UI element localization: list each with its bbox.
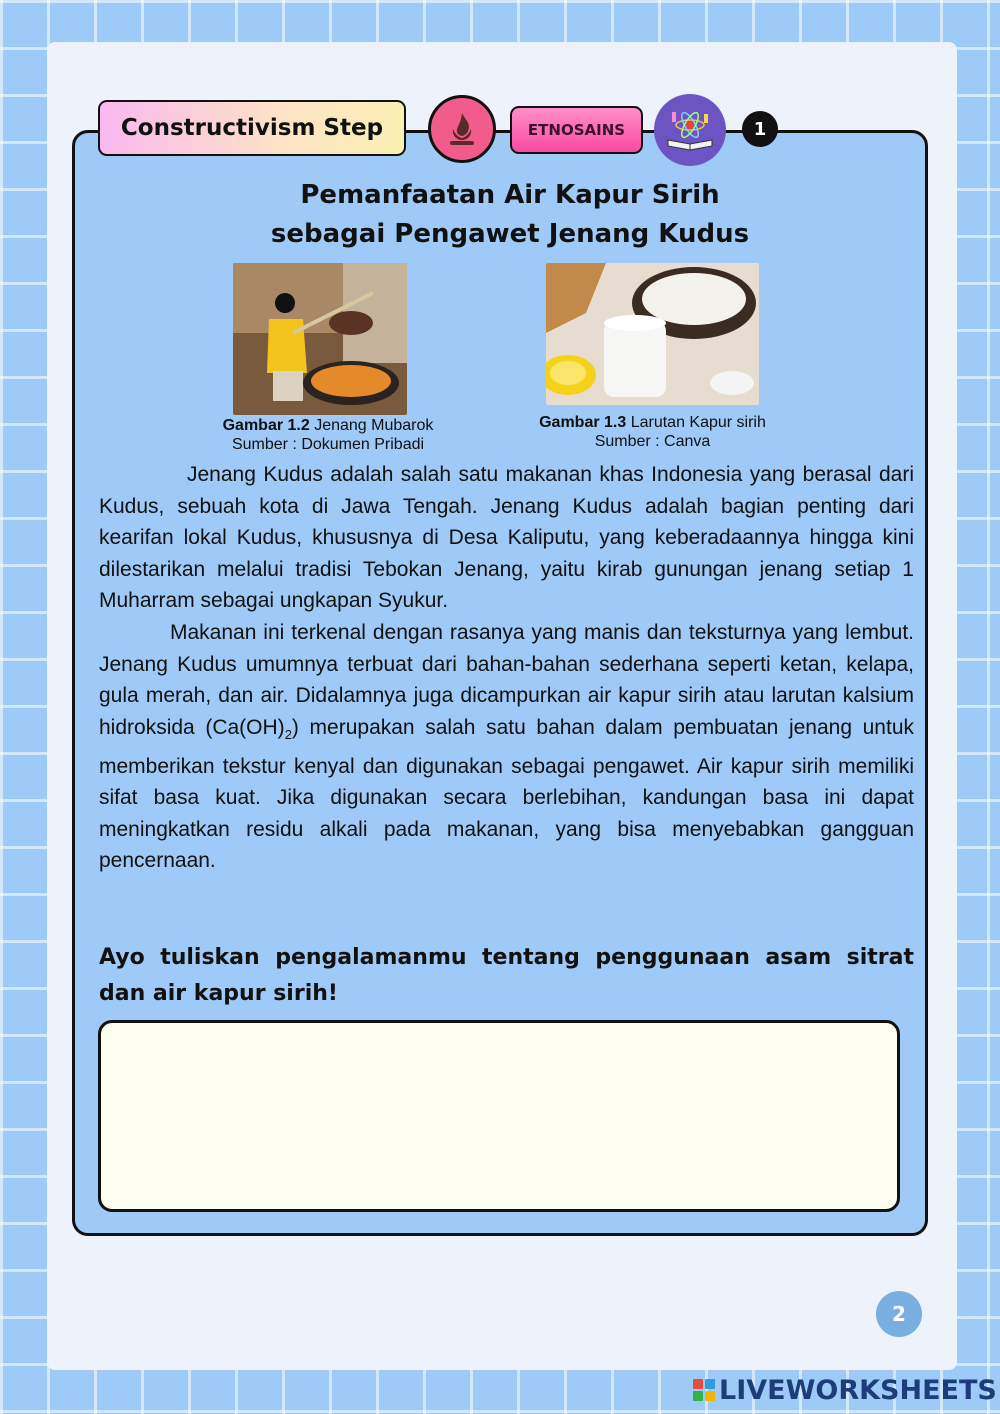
paragraph-2-part-b: ) merupakan salah satu bahan dalam pembuatan jenang untuk memberikan tekstur kenyal dan digunakan sebagai pengawet. Air kapur sirih memiliki sifat basa kuat. Jika digunakan secara berlebihan, kandungan basa ini dapat meningkatkan residu alkali pada makanan, yang bisa menyebabkan gangguan pencernaan.: [99, 715, 915, 873]
figure-1-2-caption: [180, 416, 476, 454]
title-line-2: sebagai Pengawet Jenang Kudus: [270, 219, 750, 249]
paragraph-1: Jenang Kudus adalah salah satu makanan khas Indonesia yang berasal dari Kudus, sebuah kota di Jawa Tengah. Jenang Kudus adalah bagian penting dari kearifan lokal Kudus, khususnya di Desa Kaliputu, yang keberadaannya hingga kini dilestarikan melalui tradisi Tebokan Jenang, yaitu kirab gunungan jenang setiap 1 Muharram sebagai ungkapan Syukur.: [99, 463, 914, 613]
step-number-badge: 1: [742, 111, 778, 147]
science-book-icon: [654, 94, 726, 166]
reading-text: [99, 459, 914, 877]
paragraph-2: [99, 617, 914, 877]
title-line-1: Pemanfaatan Air Kapur Sirih: [300, 180, 720, 210]
brand-text: LIVEWORKSHEETS: [719, 1374, 997, 1406]
etnosains-label: ETNOSAINS: [510, 106, 643, 154]
figure-label: Gambar 1.2: [222, 417, 310, 434]
liveworksheets-brand: [693, 1372, 997, 1408]
answer-textarea[interactable]: [98, 1020, 900, 1212]
page-number: 2: [876, 1291, 922, 1337]
figure-label: Gambar 1.3: [539, 414, 627, 431]
figure-source: Sumber : Dokumen Pribadi: [231, 436, 425, 453]
subscript-2: 2: [284, 726, 292, 742]
question-prompt: Ayo tuliskan pengalamanmu tentang penggunaan asam sitrat dan air kapur sirih!: [99, 945, 914, 1006]
liveworksheets-logo-icon: [693, 1379, 715, 1401]
flame-icon: [428, 95, 496, 163]
figure-1-3-caption: [500, 413, 805, 451]
kapur-sirih-photo: [546, 263, 759, 405]
figure-caption-text: Jenang Mubarok: [309, 417, 434, 434]
paragraph-2-part-a: Makanan ini terkenal dengan rasanya yang manis dan teksturnya yang lembut. Jenang Kudus umumnya terbuat dari bahan-bahan sederhana seperti ketan, kelapa, gula merah, dan air. Didalamnya juga dicampurkan air kapur sirih atau larutan kalsium hidroksida (Ca(OH): [99, 620, 914, 739]
figure-source: Sumber : Canva: [594, 433, 711, 450]
constructivism-step-label: Constructivism Step: [98, 100, 406, 156]
jenang-mubarok-photo: [233, 263, 407, 415]
figure-caption-text: Larutan Kapur sirih: [626, 414, 766, 431]
page-title: [100, 176, 920, 254]
